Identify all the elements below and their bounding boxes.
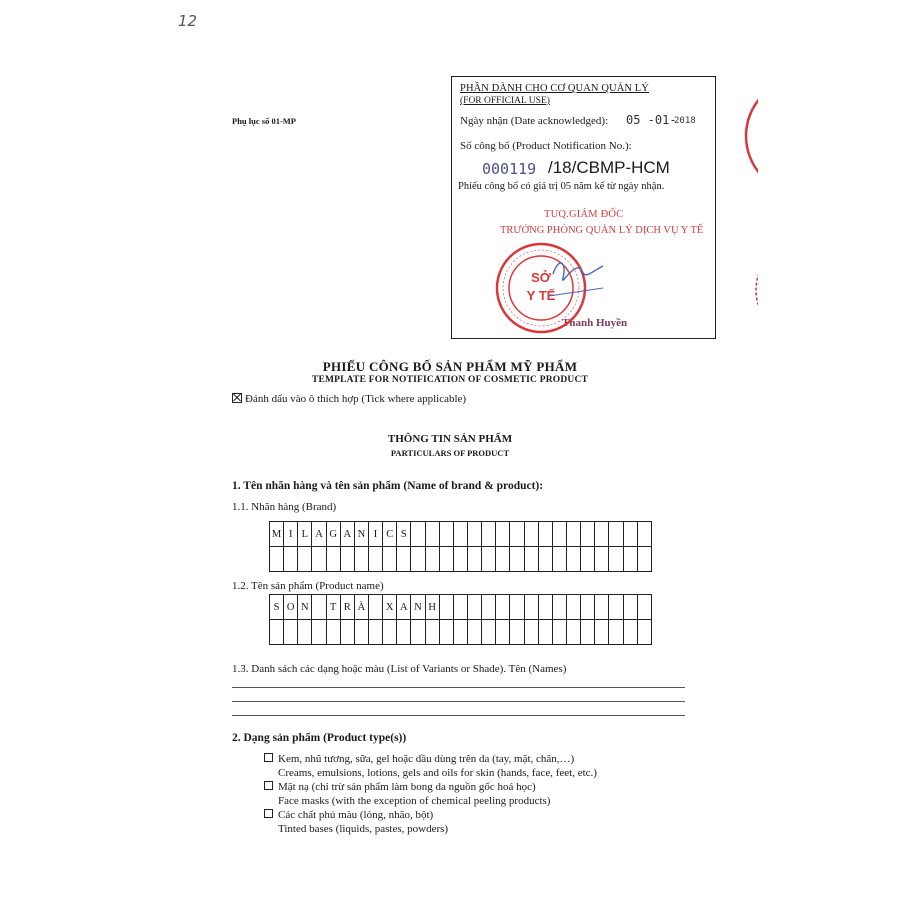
signatory-name: Thanh Huyền	[562, 317, 628, 329]
grid-cell[interactable]	[482, 522, 496, 547]
product-type-1-vn: Kem, nhũ tương, sữa, gel hoặc dầu dùng trên da (tay, mặt, chân,…)	[278, 753, 575, 765]
svg-text:SỞ: SỞ	[531, 270, 551, 285]
grid-cell[interactable]	[496, 547, 510, 572]
grid-cell[interactable]	[340, 547, 354, 572]
grid-cell[interactable]: A	[340, 522, 354, 547]
grid-cell[interactable]	[609, 547, 623, 572]
variants-line-3[interactable]	[232, 715, 685, 716]
question-1-heading: 1. Tên nhãn hàng và tên sản phẩm (Name of brand & product):	[232, 480, 544, 492]
grid-cell[interactable]	[397, 620, 411, 645]
grid-cell[interactable]	[510, 522, 524, 547]
official-box-subtitle: (FOR OFFICIAL USE)	[460, 96, 550, 106]
date-acknowledged-label: Ngày nhận (Date acknowledged):	[460, 115, 609, 127]
tick-instruction	[232, 393, 466, 405]
grid-cell[interactable]: C	[383, 522, 397, 547]
brand-character-grid[interactable]	[269, 521, 652, 572]
grid-cell[interactable]	[453, 595, 467, 620]
grid-cell[interactable]	[270, 620, 284, 645]
grid-cell[interactable]: N	[354, 522, 368, 547]
grid-cell[interactable]	[482, 620, 496, 645]
grid-cell[interactable]	[496, 595, 510, 620]
grid-cell[interactable]	[411, 522, 425, 547]
form-title-vn: PHIẾU CÔNG BỐ SẢN PHẨM MỸ PHẨM	[322, 359, 578, 374]
grid-cell[interactable]	[467, 522, 481, 547]
grid-cell[interactable]	[340, 620, 354, 645]
grid-cell[interactable]	[453, 620, 467, 645]
grid-cell[interactable]: M	[270, 522, 284, 547]
grid-cell[interactable]	[595, 547, 609, 572]
checkbox-icon[interactable]	[264, 753, 273, 762]
grid-cell[interactable]	[566, 522, 580, 547]
grid-cell[interactable]: À	[354, 595, 368, 620]
checkbox-icon[interactable]	[264, 781, 273, 790]
product-type-2-vn: Mặt nạ (chỉ trừ sản phẩm làm bong da nguồn gốc hoá học)	[278, 781, 536, 793]
grid-cell[interactable]	[312, 547, 326, 572]
grid-cell[interactable]	[496, 620, 510, 645]
grid-cell[interactable]: X	[383, 595, 397, 620]
grid-cell[interactable]	[326, 620, 340, 645]
grid-cell[interactable]: N	[298, 595, 312, 620]
grid-cell[interactable]: H	[425, 595, 439, 620]
signatory-department: TRƯỞNG PHÒNG QUẢN LÝ DỊCH VỤ Y TẾ	[500, 225, 704, 236]
product-type-option-1[interactable]	[264, 753, 574, 765]
grid-cell[interactable]	[595, 620, 609, 645]
grid-row	[270, 620, 652, 645]
grid-cell[interactable]	[566, 547, 580, 572]
tick-instruction-text: Đánh dấu vào ô thích hợp (Tick where applicable)	[245, 393, 467, 405]
grid-cell[interactable]: R	[340, 595, 354, 620]
variants-label: 1.3. Danh sách các dạng hoặc màu (List of Variants or Shade). Tên (Names)	[232, 663, 567, 675]
grid-cell[interactable]	[284, 547, 298, 572]
grid-cell[interactable]: S	[397, 522, 411, 547]
grid-cell[interactable]	[510, 620, 524, 645]
grid-cell[interactable]	[368, 595, 382, 620]
brand-label: 1.1. Nhãn hàng (Brand)	[232, 501, 337, 513]
grid-cell[interactable]: T	[326, 595, 340, 620]
validity-note: Phiếu công bố có giá trị 05 năm kể từ ngày nhận.	[458, 181, 665, 192]
grid-cell[interactable]	[270, 547, 284, 572]
date-acknowledged-year: 2018	[674, 116, 696, 126]
official-box-title: PHẦN DÀNH CHO CƠ QUAN QUẢN LÝ	[460, 83, 649, 94]
grid-cell[interactable]: N	[411, 595, 425, 620]
product-type-2-en: Face masks (with the exception of chemical peeling products)	[278, 795, 551, 807]
partial-seal-top-right	[742, 76, 758, 216]
grid-cell[interactable]	[453, 547, 467, 572]
date-acknowledged-value: 05 -01-	[626, 113, 677, 127]
grid-cell[interactable]	[595, 595, 609, 620]
notification-number-stamp: 000119	[482, 160, 537, 178]
section-title-en: PARTICULARS OF PRODUCT	[390, 448, 510, 458]
grid-cell[interactable]	[425, 620, 439, 645]
grid-cell[interactable]	[538, 620, 552, 645]
grid-cell[interactable]	[538, 547, 552, 572]
grid-cell[interactable]: I	[368, 522, 382, 547]
grid-row	[270, 547, 652, 572]
grid-cell[interactable]	[595, 522, 609, 547]
grid-cell[interactable]	[397, 547, 411, 572]
grid-cell[interactable]	[637, 522, 651, 547]
grid-cell[interactable]	[623, 620, 637, 645]
grid-cell[interactable]	[581, 522, 595, 547]
ticked-box-icon	[232, 393, 242, 403]
variants-line-1[interactable]	[232, 687, 685, 688]
grid-cell[interactable]	[524, 620, 538, 645]
appendix-label: Phụ lục số 01-MP	[232, 116, 296, 126]
grid-cell[interactable]	[411, 620, 425, 645]
grid-cell[interactable]	[467, 547, 481, 572]
grid-cell[interactable]	[425, 522, 439, 547]
grid-cell[interactable]	[623, 522, 637, 547]
grid-cell[interactable]	[566, 595, 580, 620]
product-name-label: 1.2. Tên sản phẩm (Product name)	[232, 580, 384, 592]
official-seal-stamp	[493, 240, 605, 340]
grid-cell[interactable]	[482, 547, 496, 572]
grid-cell[interactable]	[453, 522, 467, 547]
product-type-3-vn: Các chất phủ màu (lỏng, nhão, bột)	[278, 809, 434, 821]
section-title-vn: THÔNG TIN SẢN PHẨM	[387, 433, 513, 445]
grid-cell[interactable]	[637, 620, 651, 645]
grid-cell[interactable]	[298, 547, 312, 572]
grid-cell[interactable]	[581, 547, 595, 572]
grid-cell[interactable]	[609, 522, 623, 547]
grid-cell[interactable]	[383, 547, 397, 572]
grid-cell[interactable]	[524, 547, 538, 572]
grid-cell[interactable]	[298, 620, 312, 645]
grid-row	[270, 595, 652, 620]
grid-cell[interactable]: L	[298, 522, 312, 547]
grid-cell[interactable]	[467, 620, 481, 645]
grid-cell[interactable]: S	[270, 595, 284, 620]
grid-cell[interactable]	[439, 547, 453, 572]
signatory-title: TUQ.GIÁM ĐỐC	[544, 209, 624, 220]
grid-cell[interactable]	[425, 547, 439, 572]
grid-cell[interactable]	[284, 620, 298, 645]
grid-cell[interactable]	[552, 620, 566, 645]
grid-cell[interactable]	[510, 547, 524, 572]
product-type-option-3[interactable]	[264, 809, 433, 821]
notification-number-suffix: /18/CBMP-HCM	[548, 158, 670, 177]
product-name-character-grid[interactable]	[269, 594, 652, 645]
grid-cell[interactable]	[368, 547, 382, 572]
grid-cell[interactable]	[609, 620, 623, 645]
grid-cell[interactable]	[312, 620, 326, 645]
notification-number-label: Số công bố (Product Notification No.):	[460, 140, 632, 152]
grid-cell[interactable]	[482, 595, 496, 620]
grid-row	[270, 522, 652, 547]
partial-seal-bottom-right	[742, 240, 758, 340]
grid-cell[interactable]	[312, 595, 326, 620]
handwritten-page-number: 12	[178, 12, 198, 30]
grid-cell[interactable]	[439, 522, 453, 547]
grid-cell[interactable]	[609, 595, 623, 620]
form-title-en: TEMPLATE FOR NOTIFICATION OF COSMETIC PRODUCT	[311, 375, 589, 385]
grid-cell[interactable]	[368, 620, 382, 645]
grid-cell[interactable]	[552, 547, 566, 572]
grid-cell[interactable]	[581, 620, 595, 645]
variants-line-2[interactable]	[232, 701, 685, 702]
grid-cell[interactable]: G	[326, 522, 340, 547]
grid-cell[interactable]: A	[312, 522, 326, 547]
grid-cell[interactable]	[496, 522, 510, 547]
product-type-3-en: Tinted bases (liquids, pastes, powders)	[278, 823, 449, 835]
grid-cell[interactable]: I	[284, 522, 298, 547]
grid-cell[interactable]	[623, 547, 637, 572]
grid-cell[interactable]	[524, 522, 538, 547]
question-2-heading: 2. Dạng sản phẩm (Product type(s))	[232, 732, 407, 744]
grid-cell[interactable]	[637, 595, 651, 620]
grid-cell[interactable]	[637, 547, 651, 572]
grid-cell[interactable]	[383, 620, 397, 645]
grid-cell[interactable]	[623, 595, 637, 620]
grid-cell[interactable]	[411, 547, 425, 572]
grid-cell[interactable]	[326, 547, 340, 572]
grid-cell[interactable]	[581, 595, 595, 620]
grid-cell[interactable]	[467, 595, 481, 620]
grid-cell[interactable]: O	[284, 595, 298, 620]
grid-cell[interactable]	[439, 620, 453, 645]
grid-cell[interactable]	[354, 547, 368, 572]
grid-cell[interactable]	[538, 522, 552, 547]
product-type-option-2[interactable]	[264, 781, 536, 793]
grid-cell[interactable]	[524, 595, 538, 620]
grid-cell[interactable]	[510, 595, 524, 620]
grid-cell[interactable]	[354, 620, 368, 645]
grid-cell[interactable]	[439, 595, 453, 620]
grid-cell[interactable]	[538, 595, 552, 620]
grid-cell[interactable]	[552, 522, 566, 547]
grid-cell[interactable]	[552, 595, 566, 620]
grid-cell[interactable]: A	[397, 595, 411, 620]
svg-text:Y TẾ: Y TẾ	[526, 288, 556, 303]
grid-cell[interactable]	[566, 620, 580, 645]
checkbox-icon[interactable]	[264, 809, 273, 818]
product-type-1-en: Creams, emulsions, lotions, gels and oils for skin (hands, face, feet, etc.)	[278, 767, 597, 779]
